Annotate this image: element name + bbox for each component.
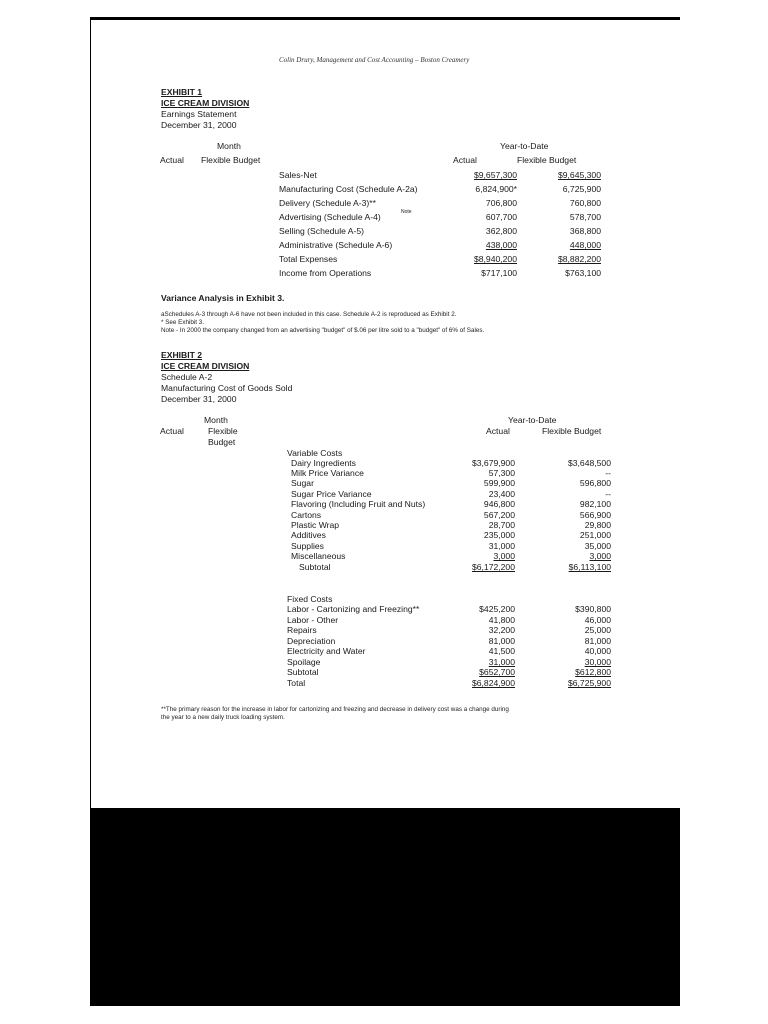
e1-row-label: Administrative (Schedule A-6) [279,240,393,250]
e2-fix-label: Electricity and Water [287,646,366,656]
exhibit1-month-label: Month [217,141,241,151]
e2-fix-flex: 30,000 [584,657,611,667]
exhibit1-date: December 31, 2000 [161,120,237,130]
document-page [91,20,680,808]
e2-var-label: Plastic Wrap [291,520,340,530]
exhibit1-footnote: * See Exhibit 3. [161,319,205,326]
e2-var-label: Supplies [291,541,324,551]
e2-var-subtotal-label: Subtotal [299,562,331,572]
e2-fix-flex: 46,000 [584,615,611,625]
variance-note: Variance Analysis in Exhibit 3. [161,293,285,303]
e1-row-label: Manufacturing Cost (Schedule A-2a) [279,184,418,194]
e2-fix-flex: $390,800 [575,604,611,614]
e2-var-label: Milk Price Variance [291,468,364,478]
exhibit2-subtitle: Manufacturing Cost of Goods Sold [161,383,293,393]
e2-var-flex: -- [605,489,611,499]
e1-row-flex: 6,725,900 [562,184,601,194]
exhibit2-title: EXHIBIT 2 [161,350,203,360]
exhibit1-division: ICE CREAM DIVISION [161,98,250,108]
e2-var-flex: 596,800 [579,478,611,488]
e1-row-actual: 6,824,900* [475,184,517,194]
e2-var-flex: 35,000 [584,541,611,551]
e2-fix-label: Labor - Cartonizing and Freezing** [287,604,420,614]
e2-var-actual: $3,679,900 [471,458,515,468]
e1-row-label: Advertising (Schedule A-4) [279,212,381,222]
e1-row-flex: $9,645,300 [557,170,601,180]
e2-total-flex: $6,725,900 [567,678,611,688]
e1-row-actual: $9,657,300 [473,170,517,180]
exhibit2-month-label: Month [204,415,228,425]
e1-row-flex: 368,800 [569,226,601,236]
exhibit2-month-flex1: Flexible [208,426,238,436]
e2-var-flex: $3,648,500 [567,458,611,468]
e2-fix-label: Labor - Other [287,615,339,625]
e2-var-actual: 57,300 [488,468,515,478]
e1-row-flex: $8,882,200 [557,254,601,264]
exhibit2-ytd-flex: Flexible Budget [542,426,602,436]
e2-var-actual: 567,200 [483,510,515,520]
e2-fix-label: Repairs [287,625,317,635]
e2-fix-actual: 81,000 [488,636,515,646]
e1-row-label: Selling (Schedule A-5) [279,226,365,236]
e2-var-flex: 982,100 [579,499,611,509]
e2-fix-flex: $612,800 [575,667,611,677]
e1-row-label: Income from Operations [279,268,372,278]
e2-var-actual: 946,800 [483,499,515,509]
e2-var-actual: 599,900 [483,478,515,488]
e2-var-flex: 566,900 [579,510,611,520]
exhibit2-month-actual: Actual [160,426,184,436]
exhibit2-footnote: the year to a new daily truck loading system. [161,714,285,721]
e1-row-actual: 438,000 [485,240,517,250]
e1-row-actual: 706,800 [485,198,517,208]
e1-row-label: Delivery (Schedule A-3)** [279,198,376,208]
exhibit2-ytd-label: Year-to-Date [508,415,557,425]
e2-var-flex: 251,000 [579,530,611,540]
e1-row-note: Note [401,209,412,215]
e1-row-flex: 448,000 [569,240,601,250]
exhibit2-division: ICE CREAM DIVISION [161,361,250,371]
exhibit2-month-flex2: Budget [208,437,236,447]
exhibit2-schedule: Schedule A-2 [161,372,213,382]
e1-row-flex: 578,700 [569,212,601,222]
e2-total-actual: $6,824,900 [471,678,515,688]
e2-var-actual: 28,700 [488,520,515,530]
e2-var-label: Cartons [291,510,322,520]
exhibit1-ytd-flex: Flexible Budget [517,155,577,165]
e2-var-flex: 3,000 [589,551,611,561]
exhibit1-month-flex: Flexible Budget [201,155,261,165]
e2-var-flex: -- [605,468,611,478]
e2-var-label: Additives [291,530,326,540]
e2-var-actual: 235,000 [483,530,515,540]
e2-var-label: Sugar [291,478,314,488]
e2-var-actual: 3,000 [493,551,515,561]
exhibit2-date: December 31, 2000 [161,394,237,404]
exhibit1-footnote: aSchedules A-3 through A-6 have not been included in this case. Schedule A-2 is reproduced as Exhibit 2. [161,311,457,318]
exhibit1-title: EXHIBIT 1 [161,87,203,97]
e1-row-flex: 760,800 [569,198,601,208]
e2-fix-flex: 25,000 [584,625,611,635]
e1-row-actual: $8,940,200 [473,254,517,264]
e2-var-subtotal-flex: $6,113,100 [568,562,611,572]
exhibit1-ytd-actual: Actual [453,155,477,165]
exhibit1-month-actual: Actual [160,155,184,165]
e1-row-actual: 607,700 [485,212,517,222]
e1-row-actual: $717,100 [481,268,517,278]
e1-row-flex: $763,100 [565,268,601,278]
exhibit1-subtitle: Earnings Statement [161,109,237,119]
scan-border-bottom [90,808,680,1006]
e2-var-actual: 31,000 [488,541,515,551]
exhibit2-footnote: **The primary reason for the increase in labor for cartonizing and freezing and decrease in delivery cost was a change during [161,706,509,713]
e2-fix-actual: $652,700 [479,667,515,677]
fixed-costs-heading: Fixed Costs [287,594,333,604]
e1-row-actual: 362,800 [485,226,517,236]
e2-fix-flex: 81,000 [584,636,611,646]
e2-total-label: Total [287,678,306,688]
e2-var-label: Dairy Ingredients [291,458,356,468]
running-header: Colin Drury, Management and Cost Accounting – Boston Creamery [279,56,470,64]
e2-fix-actual: 41,800 [488,615,515,625]
e2-var-flex: 29,800 [584,520,611,530]
exhibit1-footnote: Note - In 2000 the company changed from an advertising "budget" of $.06 per litre sold to a "budget" of 6% of Sales. [161,327,485,334]
e2-var-subtotal-actual: $6,172,200 [471,562,515,572]
variable-costs-heading: Variable Costs [287,448,343,458]
e2-fix-actual: $425,200 [479,604,515,614]
e1-row-label: Sales-Net [279,170,317,180]
e2-fix-flex: 40,000 [584,646,611,656]
exhibit1-ytd-label: Year-to-Date [500,141,549,151]
e2-fix-actual: 31,000 [488,657,515,667]
e2-var-label: Sugar Price Variance [291,489,372,499]
e1-row-label: Total Expenses [279,254,338,264]
e2-fix-label: Subtotal [287,667,319,677]
e2-fix-actual: 32,200 [488,625,515,635]
e2-fix-actual: 41,500 [488,646,515,656]
e2-fix-label: Depreciation [287,636,336,646]
exhibit2-ytd-actual: Actual [486,426,510,436]
e2-var-label: Miscellaneous [291,551,346,561]
e2-var-label: Flavoring (Including Fruit and Nuts) [291,499,426,509]
e2-var-actual: 23,400 [488,489,515,499]
e2-fix-label: Spoilage [287,657,321,667]
